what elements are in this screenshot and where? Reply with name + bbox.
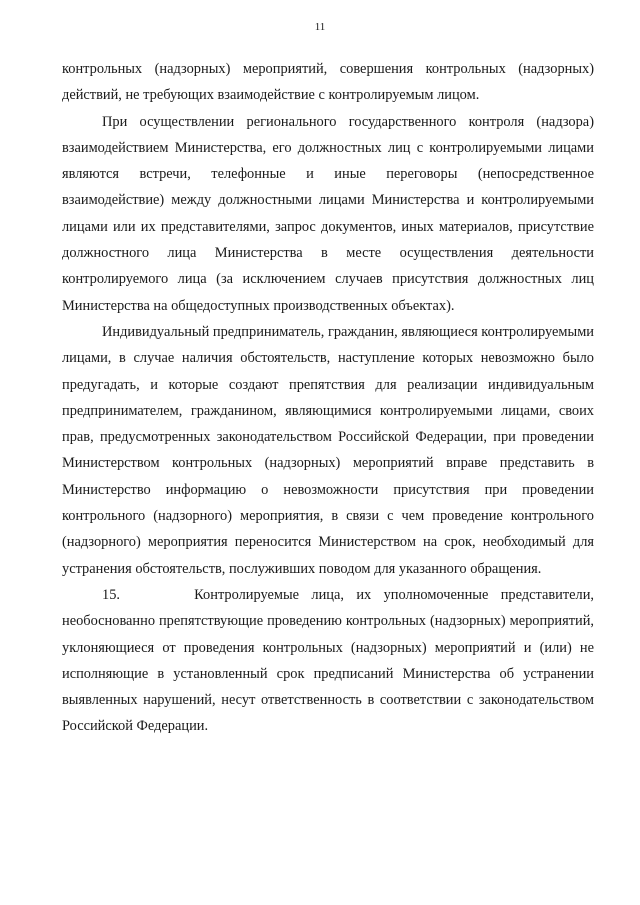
paragraph-continuation: контрольных (надзорных) мероприятий, совершения контрольных (надзорных) действий, не требующих взаимодействие с контролируемым лицом. [62, 61, 594, 104]
paragraph-interaction-definition: При осуществлении регионального государственного контроля (надзора) взаимодействием Министерства, его должностных лиц с контролируемыми лицами являются встречи, телефонные и иные переговоры (непосредственное взаимодействие) между должностными лицами Министерства и контролируемыми лицами или их представителями, запрос документов, иных материалов, присутствие должностного лица Министерства в месте осуществления деятельности контролируемого лица (за исключением случаев присутствия должностных лиц Министерства на общедоступных производственных объектах). [62, 113, 594, 314]
paragraph-clause-15: 15. Контролируемые лица, их уполномоченные представители, необоснованно препятствующие проведению контрольных (надзорных) мероприятий, уклоняющиеся от проведения контрольных (надзорных) мероприятий и (или) не исполняющие в установленный срок предписаний Министерства об устранении выявленных нарушений, несут ответственность в соответствии с законодательством Российской Федерации. [62, 586, 598, 735]
document-body [62, 56, 598, 740]
paragraph-entrepreneur-rights: Индивидуальный предприниматель, гражданин, являющиеся контролируемыми лицами, в случае наличия обстоятельств, наступление которых невозможно было предугадать, и которые создают препятствия для реализации индивидуальным предпринимателем, гражданином, являющимися контролируемыми лицами, своих прав, предусмотренных законодательством Российской Федерации, при проведении Министерством контрольных (надзорных) мероприятий вправе представить в Министерство информацию о невозможности присутствия при проведении контрольного (надзорного) мероприятия, в связи с чем проведение контрольного (надзорного) мероприятия переносится Министерством на срок, необходимый для устранения обстоятельств, послуживших поводом для указанного обращения. [62, 323, 594, 577]
page-number: 11 [314, 21, 326, 33]
